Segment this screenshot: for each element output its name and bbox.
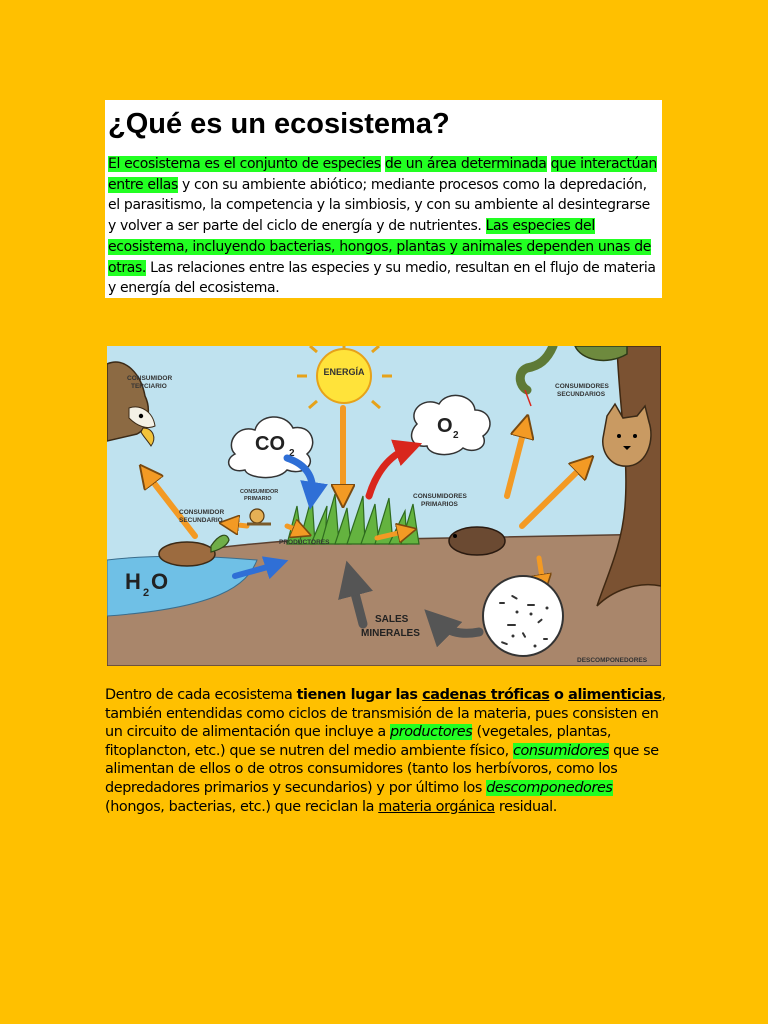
definition-paragraph: El ecosistema es el conjunto de especies de un área determinada que interactúan entre ellas y con su ambiente abiótico; mediante procesos como la depredación, el parasitismo, la competencia y la simbiosis, y con su ambiente al desintegrarse y volver a ser parte del ciclo de energía y de nutrientes. Las especies del ecosistema, incluyendo bacterias, hongos, plantas y animales dependen unas de otras. Las relaciones entre las especies y su medio, resultan en el flujo de materia y energía del ecosistema. [108, 156, 657, 297]
energia-label: ENERGÍA [323, 367, 365, 377]
highlight-species: El ecosistema es el conjunto de especies [108, 156, 381, 172]
sales-label-2: MINERALES [361, 628, 420, 639]
decomposers-microscope [483, 576, 563, 656]
link-materia-organica[interactable]: materia orgánica [378, 798, 495, 815]
h2o-o-label: O [151, 569, 169, 594]
highlight-area: de un área determinada [384, 156, 547, 172]
consumidor-secundario-label-1: CONSUMIDOR [179, 509, 225, 516]
highlight-productores: productores [390, 724, 473, 741]
highlight-descomponedores: descomponedores [486, 779, 613, 796]
highlight-interact: que interactúan entre ellas [108, 156, 657, 193]
rodent-illustration [449, 527, 505, 555]
snail-illustration [247, 509, 271, 524]
highlight-consumidores: consumidores [513, 742, 609, 759]
co2-label: CO [255, 433, 285, 455]
highlight-dependence: Las especies del ecosistema, incluyendo bacterias, hongos, plantas y animales dependen unas de otras. [108, 218, 652, 276]
o2-label: O [437, 415, 453, 437]
link-cadenas-troficas[interactable]: cadenas tróficas [422, 687, 550, 703]
food-chain-paragraph: Dentro de cada ecosistema tienen lugar las cadenas tróficas o alimenticias, también entendidas como ciclos de transmisión de la materia, pues consisten en un circuito de alimentación que incluye a productores (vegetales, plantas, fitoplancton, etc.) que se nutren del medio ambiente físico, consumidores que se alimentan de ellos o de otros consumidores (tanto los herbívoros, como los depredadores primarios y secundarios) y por último los descomponedores (hongos, bacterias, etc.) que reciclan la materia orgánica residual. [105, 687, 666, 815]
consumidor-primario-label-2: PRIMARIO [244, 496, 272, 502]
co2-subscript: 2 [289, 448, 295, 459]
h2o-subscript: 2 [143, 587, 150, 599]
sales-label-1: SALES [375, 614, 409, 625]
consumidor-terciario-label-2: TERCIARIO [131, 383, 167, 390]
consumidores-secundarios-label-1: CONSUMIDORES [555, 383, 609, 390]
o2-subscript: 2 [453, 430, 459, 441]
productores-label: PRODUCTORES [279, 539, 330, 546]
descomponedores-label: DESCOMPONEDORES [577, 657, 648, 664]
grass-producers [287, 494, 419, 544]
h2o-label: H [125, 569, 141, 594]
ecosystem-diagram [107, 346, 661, 666]
page-title: ¿Qué es un ecosistema? [108, 108, 450, 140]
consumidores-secundarios-label-2: SECUNDARIOS [557, 391, 606, 398]
consumidor-primario-label-1: CONSUMIDOR [240, 489, 279, 495]
sun-icon [297, 346, 392, 408]
consumidores-primarios-label-2: PRIMARIOS [421, 501, 458, 508]
consumidores-primarios-label-1: CONSUMIDORES [413, 493, 467, 500]
link-alimenticias[interactable]: alimenticias [568, 687, 662, 703]
definition-card [105, 100, 662, 298]
consumidor-secundario-label-2: SECUNDARIO [179, 517, 223, 524]
consumidor-terciario-label-1: CONSUMIDOR [127, 375, 173, 382]
